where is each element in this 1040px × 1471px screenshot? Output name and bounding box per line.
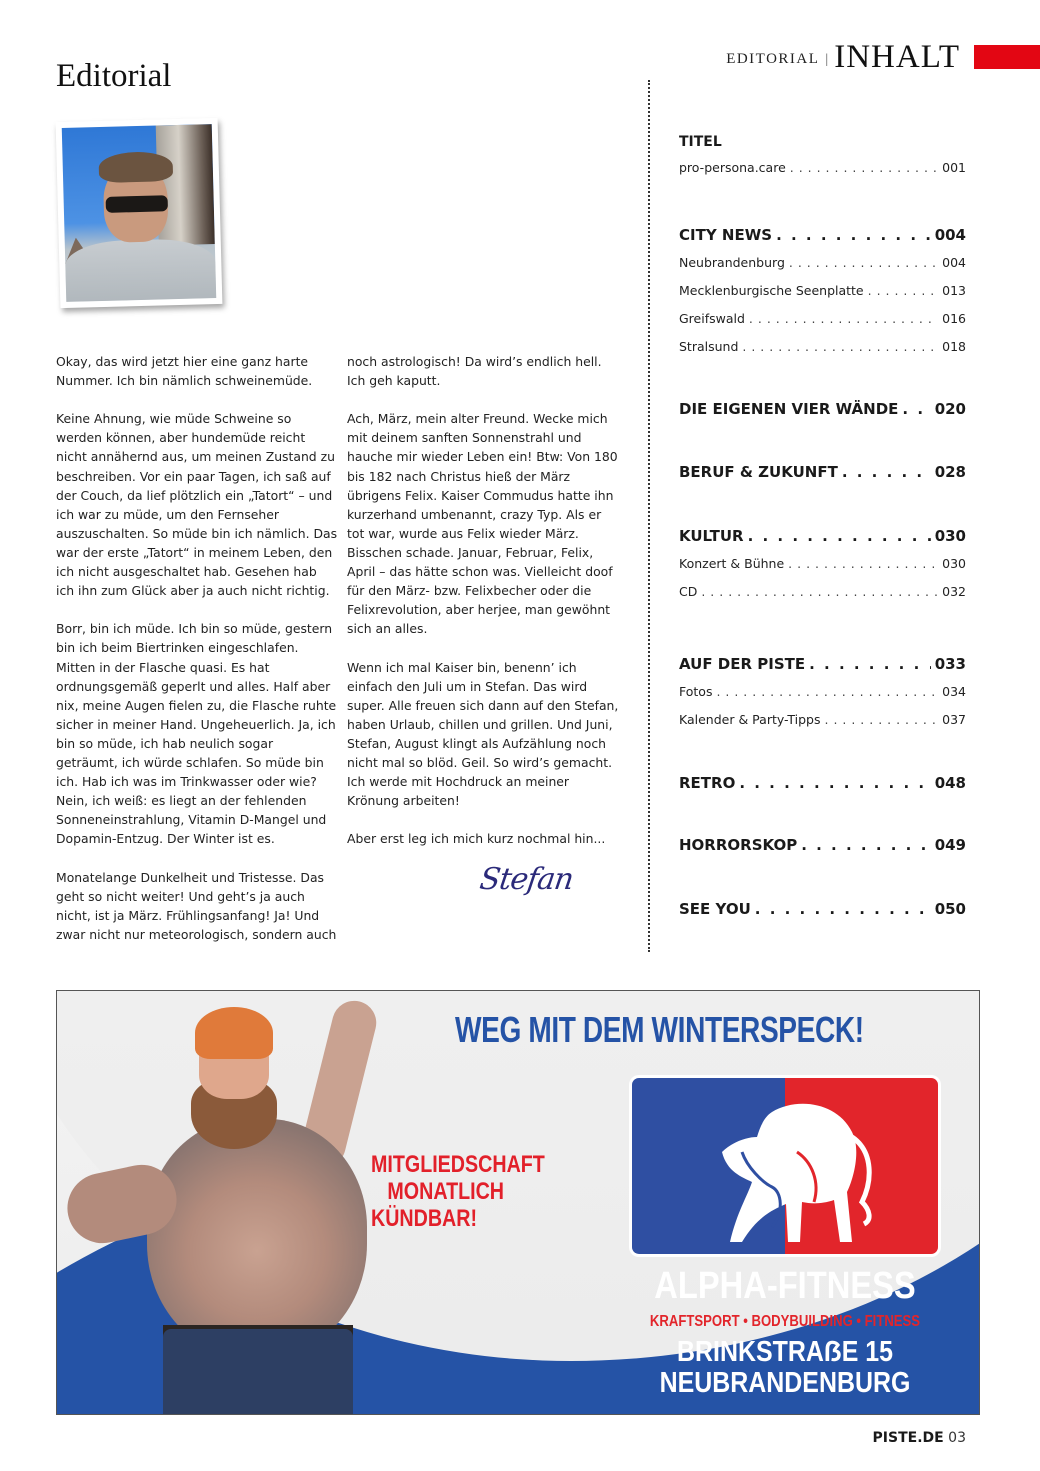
footer-brand: PISTE.DE (872, 1430, 944, 1446)
toc-section (679, 650, 966, 734)
ad-tattooed-man-image (67, 999, 367, 1415)
toc-section (679, 130, 966, 182)
toc-entry[interactable] (679, 305, 966, 333)
toc-section (679, 221, 966, 361)
toc-leader-dots (755, 895, 931, 923)
toc-page-number: 048 (934, 774, 966, 792)
toc-page-number: 004 (942, 255, 966, 270)
toc-heading-label: TITEL (679, 134, 722, 150)
toc-heading-label: CITY NEWS (679, 226, 773, 244)
toc-entry[interactable] (679, 550, 966, 578)
toc-leader-dots (748, 522, 931, 550)
toc-entry[interactable] (679, 578, 966, 606)
toc-heading-label: HORRORSKOP (679, 836, 798, 854)
toc-leader-dots (739, 769, 930, 797)
toc-heading-label: RETRO (679, 774, 736, 792)
toc-section (679, 769, 966, 797)
offer-line: MONATLICH (387, 1178, 505, 1205)
ad-membership-offer (371, 1151, 545, 1232)
toc-leader-dots (809, 650, 931, 678)
alpha-fitness-logo (629, 1075, 941, 1257)
toc-heading-label: DIE EIGENEN VIER WÄNDE (679, 400, 899, 418)
toc-page-number: 028 (934, 463, 966, 481)
toc-leader-dots (749, 305, 938, 333)
ad-headline: WEG MIT DEM WINTERSPECK! (455, 1009, 864, 1050)
address-city: NEUBRANDENBURG (659, 1367, 911, 1399)
toc-entry[interactable] (679, 678, 966, 706)
toc-page-number: 030 (934, 527, 966, 545)
section-header (726, 39, 1040, 75)
ad-brand-name: ALPHA-FITNESS (654, 1265, 916, 1307)
toc-page-number: 050 (934, 900, 966, 918)
section-label-editorial: EDITORIAL (726, 51, 820, 67)
paragraph: Keine Ahnung, wie müde Schweine so werden können, aber hundemüde reicht nicht annähernd aus, um meinen Zustand zu beschreiben. Vor ein paar Tagen, ich saß auf der Couch, da lief plötzlich ein „Tatort“ – und ich war zu müde, um den Fernseher auszuschalten. So müde bin ich nämlich. Das war der erste „Tatort“ in meinem Leben, den ich nicht ausgeschaltet hab. Gesehen hab ich ihn zum Glück aber ja auch nicht richtig. (56, 411, 338, 599)
toc-leader-dots (716, 678, 938, 706)
toc-entry-label: CD (679, 584, 698, 599)
toc-leader-dots (788, 550, 938, 578)
paragraph: Monatelange Dunkelheit und Tristesse. Das geht so nicht weiter! Und geht’s ja auch nicht, ist ja März. Frühlingsanfang! Ja! Und zwar nicht nur meteorologisch, sondern auch (56, 869, 337, 942)
author-signature: Stefan (477, 862, 576, 897)
toc-leader-dots (776, 221, 931, 249)
toc-page-number: 020 (934, 400, 966, 418)
toc-heading-label: SEE YOU (679, 900, 751, 918)
toc-leader-dots (842, 458, 931, 486)
toc-page-number: 034 (942, 684, 966, 699)
toc-leader-dots (790, 154, 938, 182)
page-footer (873, 1430, 966, 1446)
toc-page-number: 049 (934, 836, 966, 854)
paragraph: Borr, bin ich müde. Ich bin so müde, gestern bin ich beim Biertrinken eingeschlafen. Mitten in der Flasche quasi. Es hat ordnungsgemäß geperlt und alles. Half aber nix, meine Augen fielen zu, die Flasche ruhte sicher in meiner Hand. Ungeheuerlich. Ja, ich bin so müde, ich hab neulich sogar geträumt, ich würde schlafen. So müde bin ich. Hab ich was im Trinkwasser oder wie? Nein, ich weiß: es liegt an der fehlenden Sonneneinstrahlung, Vitamin D-Mangel und Dopamin-Entzug. Der Winter ist es. (56, 621, 337, 847)
toc-section (679, 831, 966, 859)
article-column-1 (56, 352, 338, 963)
toc-page-number: 016 (942, 311, 966, 326)
photo-hair (98, 151, 173, 183)
toc-section-heading[interactable] (679, 395, 966, 423)
offer-line: MITGLIEDSCHAFT (371, 1151, 545, 1178)
toc-entry-label: Kalender & Party-Tipps (679, 712, 821, 727)
toc-heading-label: BERUF & ZUKUNFT (679, 463, 838, 481)
bull-icon (702, 1092, 882, 1252)
toc-page-number: 001 (942, 160, 966, 175)
toc-page-number: 013 (942, 283, 966, 298)
sunglasses-icon (106, 195, 168, 213)
toc-section (679, 395, 966, 423)
toc-leader-dots (825, 706, 939, 734)
ad-address (641, 1337, 930, 1399)
toc-page-number: 037 (942, 712, 966, 727)
author-photo-image (62, 124, 217, 302)
toc-entry[interactable] (679, 277, 966, 305)
toc-entry[interactable] (679, 154, 966, 182)
toc-leader-dots (742, 333, 938, 361)
toc-section (679, 458, 966, 486)
toc-page-number: 033 (934, 655, 966, 673)
header-separator: | (825, 52, 829, 67)
toc-leader-dots (868, 277, 939, 305)
toc-section-heading[interactable] (679, 895, 966, 923)
toc-entry-label: Fotos (679, 684, 713, 699)
toc-entry-label: Konzert & Bühne (679, 556, 785, 571)
photo-shirt (65, 238, 217, 302)
toc-entry[interactable] (679, 333, 966, 361)
offer-line: KÜNDBAR! (371, 1205, 478, 1232)
toc-section-heading[interactable] (679, 650, 966, 678)
toc-section-heading[interactable] (679, 130, 966, 154)
toc-entry[interactable] (679, 249, 966, 277)
dotted-divider (648, 80, 650, 952)
page-title: Editorial (56, 58, 172, 94)
accent-bar (974, 45, 1040, 69)
toc-page-number: 032 (942, 584, 966, 599)
man-bandana (195, 1007, 273, 1059)
toc-page-number: 030 (942, 556, 966, 571)
paragraph: Okay, das wird jetzt hier eine ganz harte Nummer. Ich bin nämlich schweinemüde. (56, 354, 313, 389)
page-number: 03 (948, 1430, 966, 1446)
toc-page-number: 004 (934, 226, 966, 244)
toc-leader-dots (701, 578, 938, 606)
ad-tagline: KRAFTSPORT • BODYBUILDING • FITNESS (649, 1313, 921, 1330)
advertisement-banner[interactable] (56, 990, 980, 1415)
toc-leader-dots (789, 249, 938, 277)
toc-entry-label: pro-persona.care (679, 160, 786, 175)
toc-heading-label: KULTUR (679, 527, 744, 545)
toc-section-heading[interactable] (679, 769, 966, 797)
paragraph: Ach, März, mein alter Freund. Wecke mich mit deinem sanften Sonnenstrahl und hauche mir wieder Leben ein! Btw: Von 180 bis 182 nach Christus hieß der März übrigens Felix. Kaiser Commudus hatte ihn kurzerhand umbenannt, crazy Typ. Als er tot war, wurde aus Felix wieder März. Bisschen schade. Januar, Februar, Felix, April – das hätte schon was. Vielleicht doof für den März- bzw. Felixbecher oder die Felixrevolution, aber herjee, man gewöhnt sich an alles. (347, 411, 618, 637)
toc-entry-label: Mecklenburgische Seenplatte (679, 283, 864, 298)
toc-entry-label: Neubrandenburg (679, 255, 785, 270)
toc-leader-dots (902, 395, 930, 423)
paragraph: Aber erst leg ich mich kurz nochmal hin... (347, 831, 606, 847)
man-belly (147, 1119, 367, 1359)
toc-entry-label: Stralsund (679, 339, 739, 354)
toc-heading-label: AUF DER PISTE (679, 655, 806, 673)
paragraph: Wenn ich mal Kaiser bin, benenn’ ich einfach den Juli um in Stefan. Das wird super. Alle freuen sich dann auf den Stefan, haben Urlaub, chillen und grillen. Und Juni, Stefan, August klingt als Aufzählung noch nicht mal so blöd. Geil. So wird’s gemacht. Ich werde mit Hochdruck an meiner Krönung arbeiten! (347, 659, 619, 809)
man-jeans (163, 1329, 353, 1415)
paragraph: noch astrologisch! Da wird’s endlich hell. Ich geh kaputt. (347, 354, 602, 389)
section-label-inhalt: INHALT (834, 39, 960, 75)
toc-entry[interactable] (679, 706, 966, 734)
address-street: BRINKSTRAẞE 15 (676, 1336, 894, 1368)
toc-section-heading[interactable] (679, 458, 966, 486)
author-photo (56, 118, 223, 308)
toc-section-heading[interactable] (679, 221, 966, 249)
toc-section (679, 895, 966, 923)
toc-section (679, 522, 966, 606)
toc-page-number: 018 (942, 339, 966, 354)
toc-section-heading[interactable] (679, 522, 966, 550)
toc-entry-label: Greifswald (679, 311, 745, 326)
toc-section-heading[interactable] (679, 831, 966, 859)
toc-leader-dots (801, 831, 930, 859)
article-column-2 (347, 352, 622, 868)
